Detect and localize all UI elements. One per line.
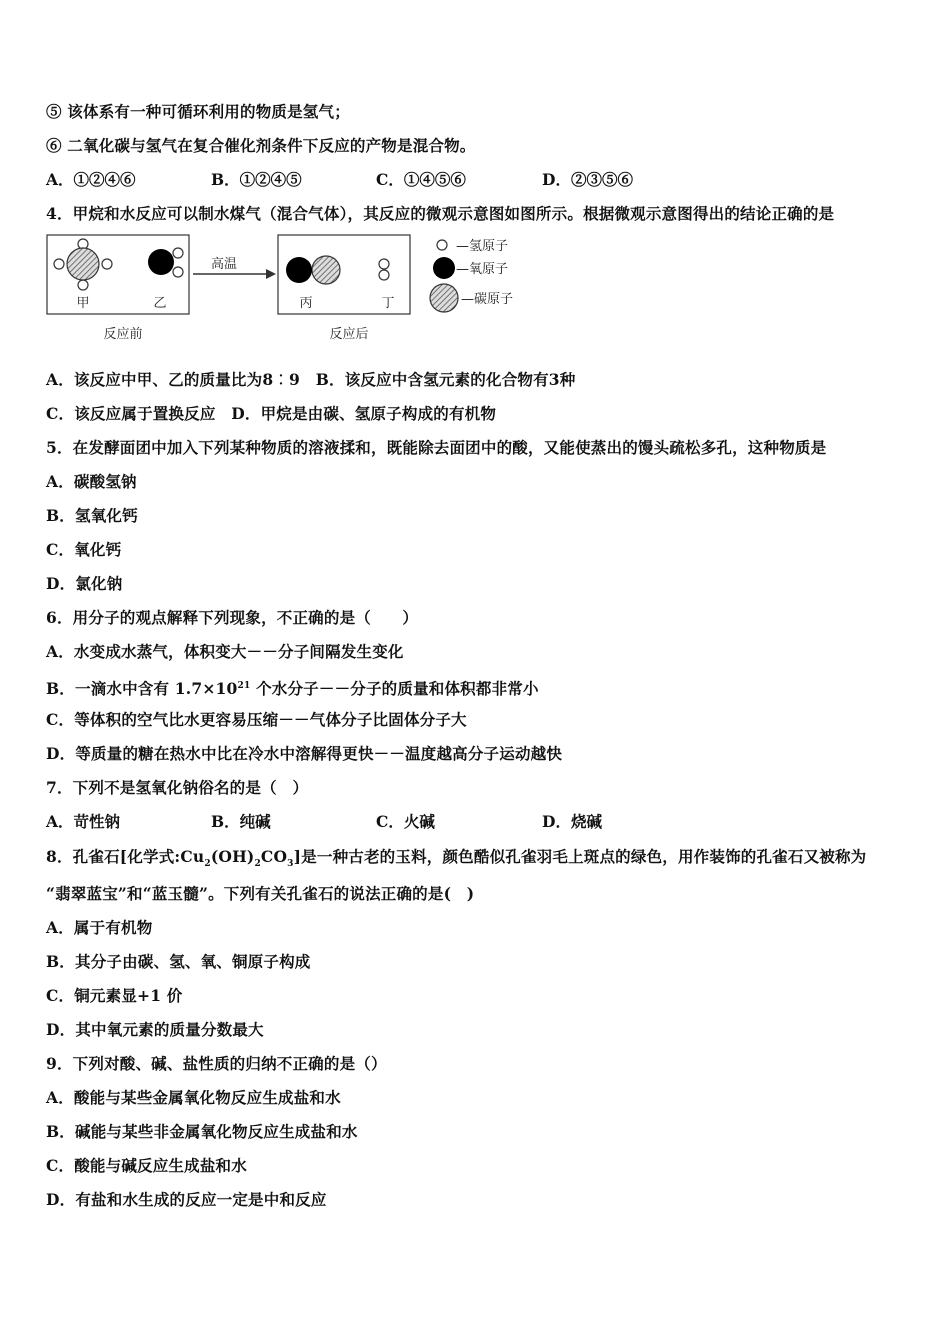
q4-options-ab: A．该反应中甲、乙的质量比为8︰9 B．该反应中含氢元素的化合物有3种 [46,370,576,389]
q8-option-c: C．铜元素显+1 价 [46,986,183,1005]
q3-item-5: ⑤ 该体系有一种可循环利用的物质是氢气； [46,102,350,121]
legend-carbon: —碳原子 [461,292,514,307]
q7-stem: 7．下列不是氢氧化钠俗名的是（ ） [46,778,309,797]
q8-option-a: A．属于有机物 [46,918,153,937]
methane-molecule [54,239,112,290]
legend-carbon-swatch [430,284,458,312]
reaction-diagram [40,228,550,350]
caption-after: 反应后 [329,327,369,342]
co-molecule [286,256,340,284]
legend-hydrogen-swatch [437,240,447,250]
label-bing: 丙 [299,296,313,311]
q6-option-a: A．水变成水蒸气，体积变大－－分子间隔发生变化 [46,642,404,661]
q5-option-d: D．氯化钠 [46,574,123,593]
q8-option-b: B．其分子由碳、氢、氧、铜原子构成 [46,952,311,971]
caption-before: 反应前 [103,327,143,342]
arrow-label: 高温 [210,257,238,272]
q3-option-b: B．①②④⑤ [211,170,302,189]
q6-option-c: C．等体积的空气比水更容易压缩－－气体分子比固体分子大 [46,710,467,729]
q3-option-d: D．②③⑤⑥ [542,170,633,189]
q7-option-c: C．火碱 [376,812,435,831]
q9-option-b: B．碱能与某些非金属氧化物反应生成盐和水 [46,1122,358,1141]
q5-option-b: B．氢氧化钙 [46,506,138,525]
q8-sub-1: 2 [204,859,211,870]
q8-stem [46,847,866,874]
q6-stem: 6．用分子的观点解释下列现象，不正确的是（ ） [46,608,419,627]
q9-option-d: D．有盐和水生成的反应一定是中和反应 [46,1190,327,1209]
q8-stem-line2: “翡翠蓝宝”和“蓝玉髓”。下列有关孔雀石的说法正确的是( ) [46,884,475,903]
h2-molecule [379,259,389,280]
label-jia: 甲 [76,296,90,311]
q7-option-a: A．苛性钠 [46,812,121,831]
q3-option-c: C．①④⑤⑥ [376,170,466,189]
label-ding: 丁 [381,296,395,311]
q6-option-b-post: 个水分子－－分子的质量和体积都非常小 [250,679,539,699]
q8-stem-post: ]是一种古老的玉料，颜色酷似孔雀羽毛上斑点的绿色，用作装饰的孔雀石又被称为 [293,847,867,866]
q6-option-b [46,676,539,699]
q4-options-cd: C．该反应属于置换反应 D．甲烷是由碳、氢原子构成的有机物 [46,404,497,423]
q9-option-c: C．酸能与碱反应生成盐和水 [46,1156,247,1175]
q8-stem-pre: 8．孔雀石[化学式:Cu [46,847,205,866]
q3-option-a: A．①②④⑥ [46,170,136,189]
q5-option-c: C．氧化钙 [46,540,122,559]
q3-item-6: ⑥ 二氧化碳与氢气在复合催化剂条件下反应的产物是混合物。 [46,136,476,155]
q4-stem: 4．甲烷和水反应可以制水煤气（混合气体），其反应的微观示意图如图所示。根据微观示意图得出的结论正确的是 [46,204,835,223]
q8-sub-3: 3 [287,859,294,870]
q9-option-a: A．酸能与某些金属氧化物反应生成盐和水 [46,1088,341,1107]
water-molecule [148,248,183,277]
legend-oxygen: —氧原子 [456,262,509,277]
q6-option-b-exponent: 21 [237,681,251,691]
label-yi: 乙 [153,296,167,311]
q7-option-d: D．烧碱 [542,812,602,831]
q7-option-b: B．纯碱 [211,812,271,831]
legend-oxygen-swatch [433,257,455,279]
q6-option-b-pre: B．一滴水中含有 1.7×10 [46,679,238,699]
before-box [47,235,189,314]
q8-stem-mid2: CO [260,847,288,866]
q8-stem-mid: (OH) [210,847,255,866]
legend [430,239,513,312]
q6-option-d: D．等质量的糖在热水中比在冷水中溶解得更快－－温度越高分子运动越快 [46,744,563,763]
q5-option-a: A．碳酸氢钠 [46,472,137,491]
q5-stem: 5．在发酵面团中加入下列某种物质的溶液揉和，既能除去面团中的酸，又能使蒸出的馒头疏松多孔，这种物质是 [46,438,827,457]
q8-option-d: D．其中氧元素的质量分数最大 [46,1020,264,1039]
legend-hydrogen: —氢原子 [456,239,509,254]
q9-stem: 9．下列对酸、碱、盐性质的归纳不正确的是（） [46,1054,387,1073]
q8-sub-2: 2 [254,859,261,870]
